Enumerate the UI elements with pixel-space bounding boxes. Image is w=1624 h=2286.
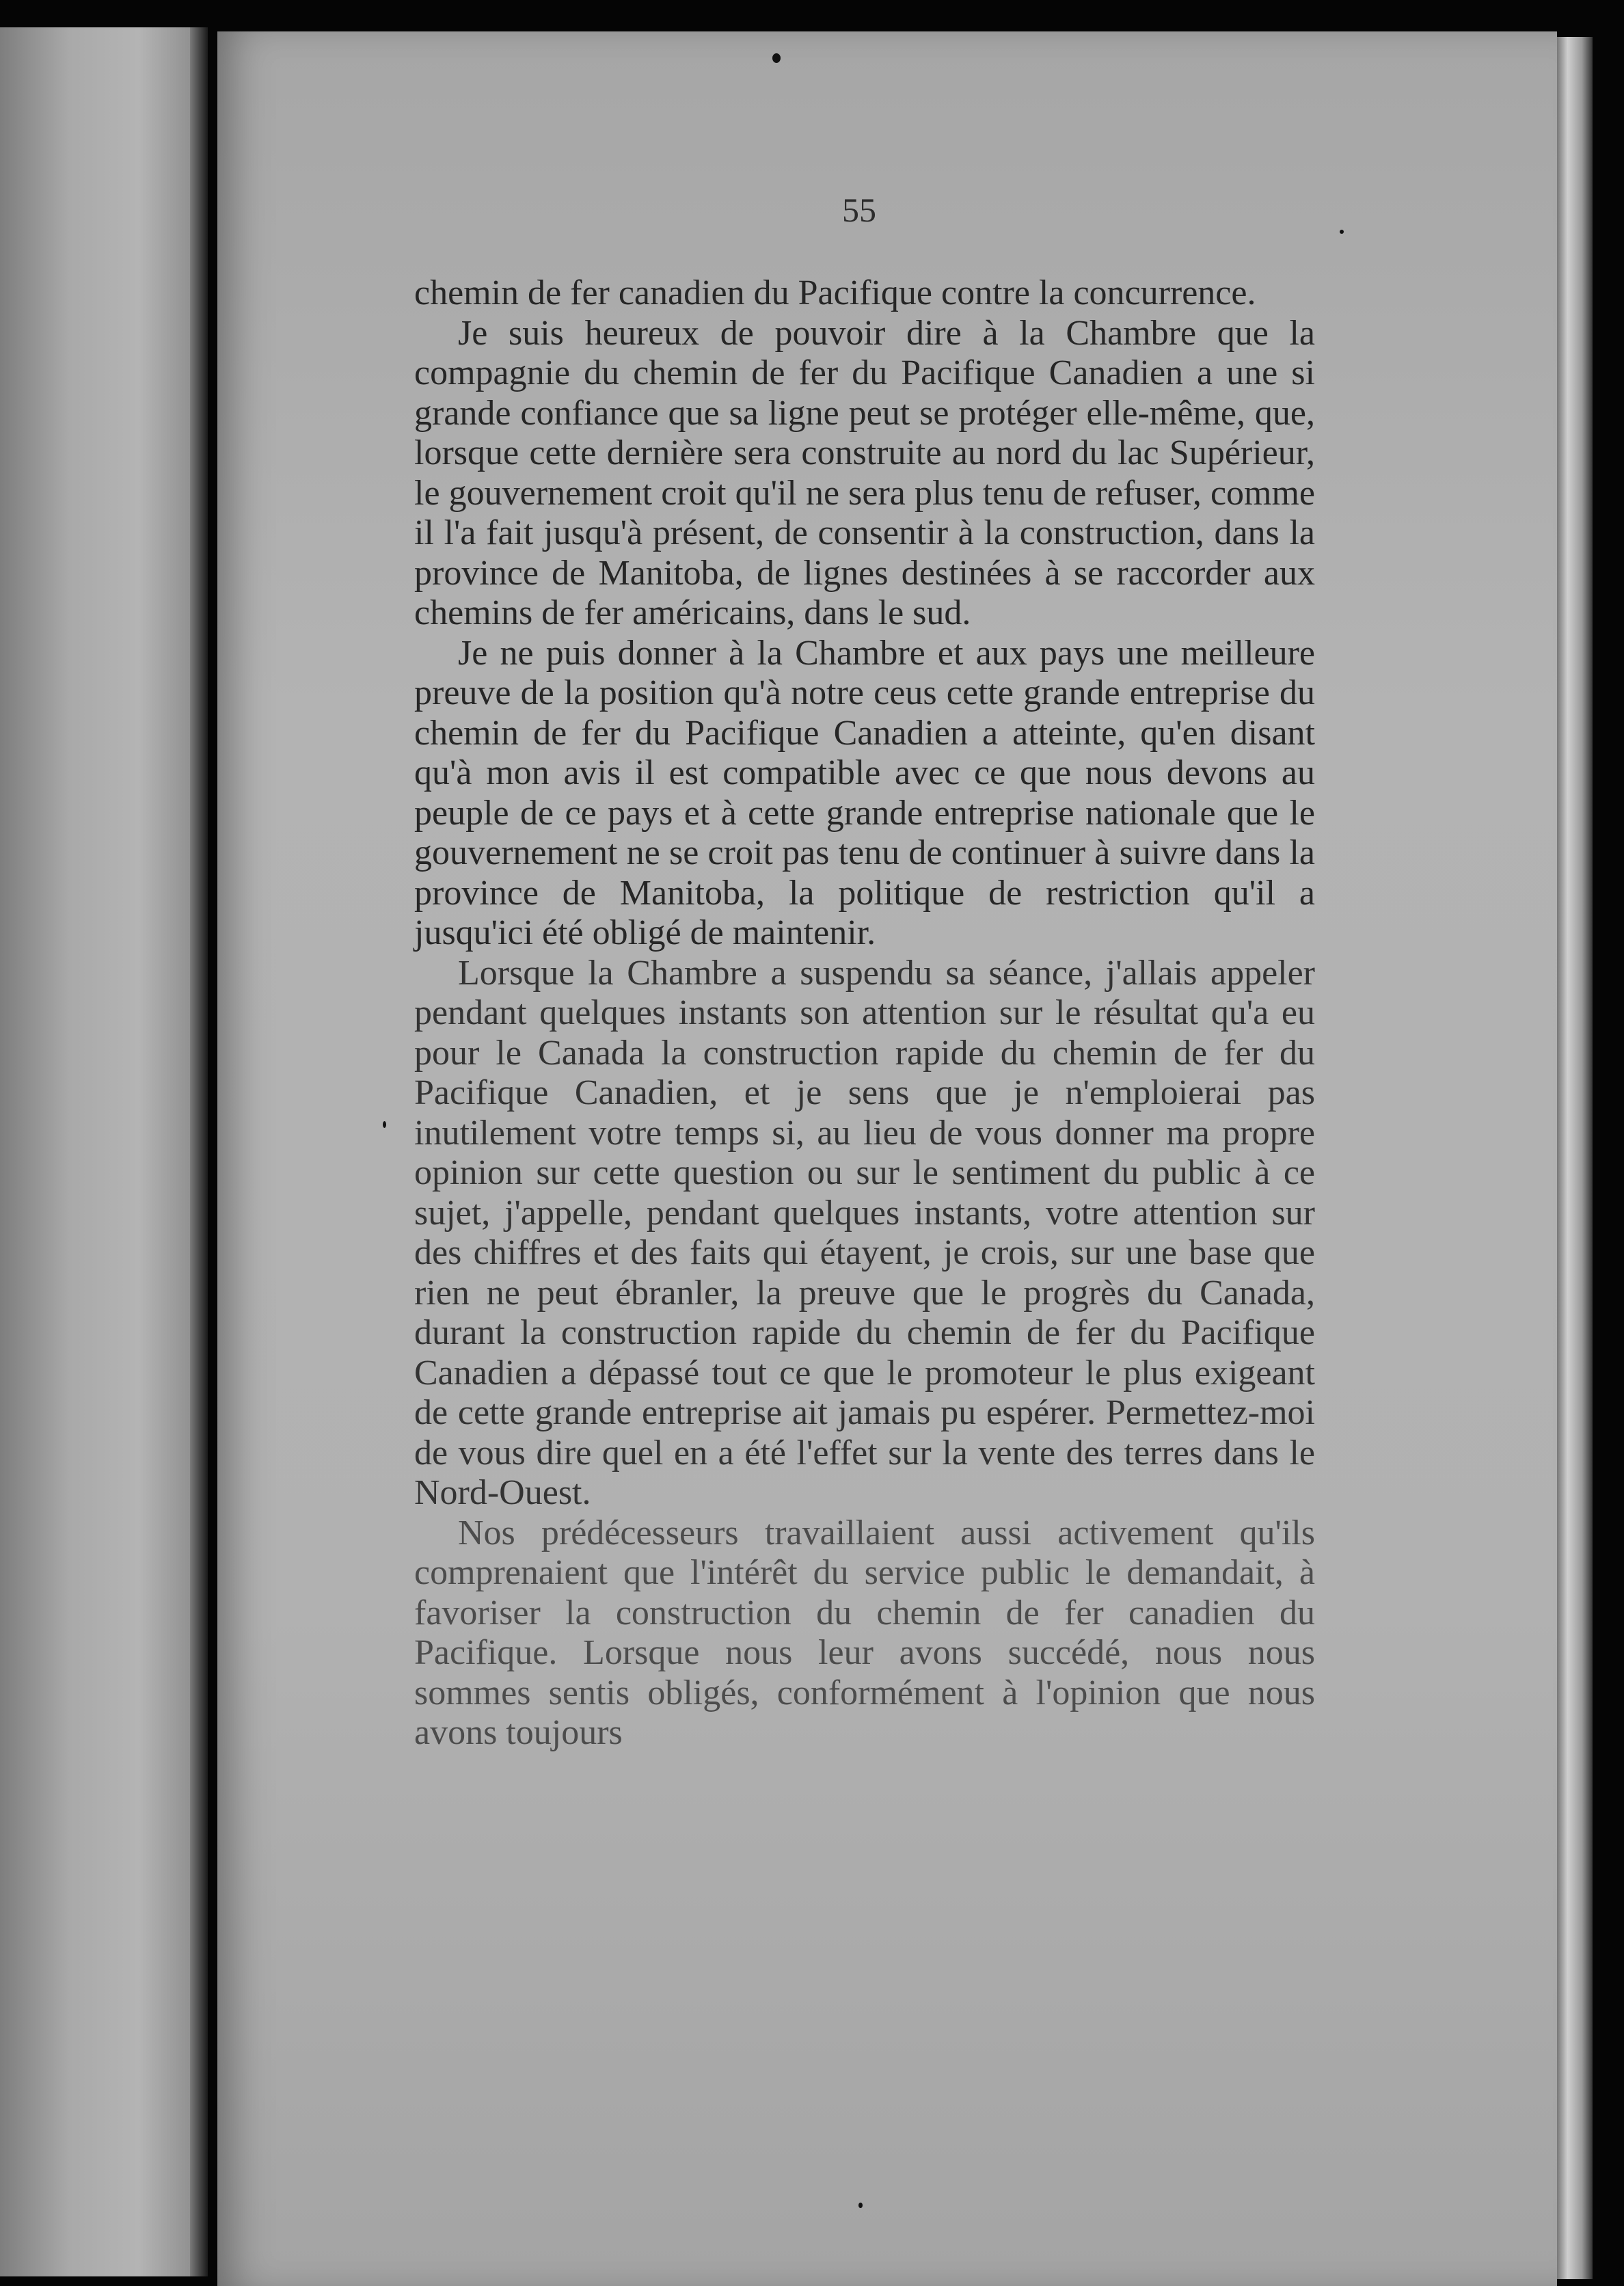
paragraph: Lorsque la Chambre a suspendu sa séance, j'allais appeler pendant quelques instants son attention sur le résultat qu'a eu pour le Canada la construction rapide du chemin de fer du Pacifique Canadien, et je sens que je n'emploierai pas inutilement votre temps si, au lieu de vous donner ma propre opinion sur cette question ou sur le sentiment du public à ce sujet, j'appelle, pendant quelques instants, votre attention sur des chiffres et des faits qui étayent, je crois, sur une base que rien ne peut ébranler, la preuve que le progrès du Canada, durant la construction rapide du chemin de fer du Pacifique Canadien a dépassé tout ce que le promoteur le plus exigeant de cette grande entreprise ait jamais pu espérer. Permettez-moi de vous dire quel en a été l'effet sur la vente des terres dans le Nord-Ouest.: [414, 953, 1315, 1512]
left-page-margin: [0, 27, 198, 2276]
ink-speck: [772, 53, 781, 63]
page-edge: [1557, 37, 1593, 2279]
paragraph: chemin de fer canadien du Pacifique contre la concurrence.: [414, 273, 1256, 312]
ink-speck: [383, 1121, 386, 1128]
page-number: 55: [842, 191, 876, 229]
paragraph: Je suis heureux de pouvoir dire à la Chambre que la compagnie du chemin de fer du Pacifique Canadien a une si grande confiance que sa ligne peut se protéger elle-même, que, lorsque cette dernière sera construite au nord du lac Supérieur, le gouvernement croit qu'il ne sera plus tenu de refuser, comme il l'a fait jusqu'à présent, de consentir à la construction, dans la province de Manitoba, de lignes destinées à se raccorder aux chemins de fer américains, dans le sud.: [414, 313, 1315, 632]
body-text: [414, 273, 1315, 1753]
paragraph: Je ne puis donner à la Chambre et aux pays une meilleure preuve de la position qu'à notre ceus cette grande entreprise du chemin de fer du Pacifique Canadien a atteinte, qu'en disant qu'à mon avis il est compatible avec ce que nous devons au peuple de ce pays et à cette grande entreprise nationale que le gouvernement ne se croit pas tenu de continuer à suivre dans la province de Manitoba, la politique de restriction qu'il a jusqu'ici été obligé de maintenir.: [414, 633, 1315, 952]
paragraph: Nos prédécesseurs travaillaient aussi activement qu'ils comprenaient que l'intérêt du service public le demandait, à favoriser la construction du chemin de fer canadien du Pacifique. Lorsque nous leur avons succédé, nous nous sommes sentis obligés, conformément à l'opinion que nous avons toujours: [414, 1513, 1315, 1752]
ink-speck: [1340, 230, 1344, 234]
ink-speck: [858, 2203, 863, 2208]
book-gutter: [190, 27, 208, 2276]
